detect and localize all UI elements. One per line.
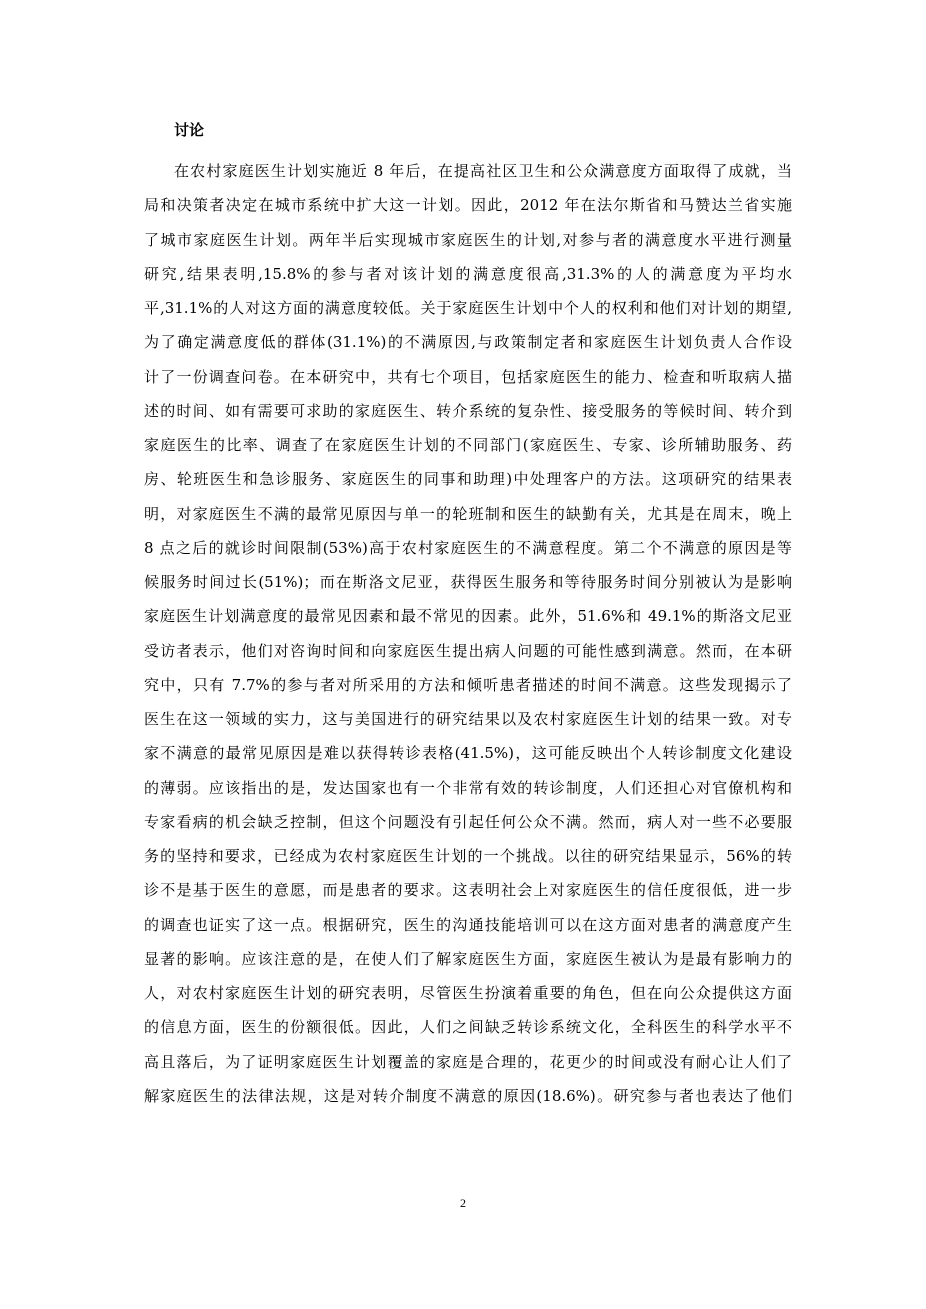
paragraph-line: 的薄弱。应该指出的是，发达国家也有一个非常有效的转诊制度，人们还担心对官僚机构和 (144, 778, 792, 797)
paragraph-line: 显著的影响。应该注意的是，在使人们了解家庭医生方面，家庭医生被认为是最有影响力的 (144, 949, 792, 968)
paragraph-line: 房、轮班医生和急诊服务、家庭医生的同事和助理)中处理客户的方法。这项研究的结果表 (144, 470, 792, 489)
paragraph-line: 医生在这一领域的实力，这与美国进行的研究结果以及农村家庭医生计划的结果一致。对专 (144, 710, 792, 728)
paragraph-line: 专家看病的机会缺乏控制，但这个问题没有引起任何公众不满。然而，病人对一些不必要服 (144, 812, 792, 831)
paragraph-line: 为了确定满意度低的群体(31.1%)的不满原因,与政策制定者和家庭医生计划负责人合作设 (144, 333, 792, 352)
paragraph-line: 候服务时间过长(51%)；而在斯洛文尼亚，获得医生服务和等待服务时间分别被认为是影响 (144, 573, 792, 591)
paragraph-line: 解家庭医生的法律法规，这是对转介制度不满意的原因(18.6%)。研究参与者也表达了他们 (144, 1086, 792, 1105)
paragraph-line: 平,31.1%的人对这方面的满意度较低。关于家庭医生计划中个人的权利和他们对计划的期望, (144, 299, 792, 317)
paragraph-line: 计了一份调查问卷。在本研究中，共有七个项目，包括家庭医生的能力、检查和听取病人描 (144, 367, 792, 386)
paragraph-line: 家不满意的最常见原因是难以获得转诊表格(41.5%)，这可能反映出个人转诊制度文化建设 (144, 744, 792, 763)
paragraph-line: 研究,结果表明,15.8%的参与者对该计划的满意度很高,31.3%的人的满意度为平均水 (144, 264, 792, 283)
paragraph-line: 人，对农村家庭医生计划的研究表明，尽管医生扮演着重要的角色，但在向公众提供这方面 (144, 984, 792, 1002)
paragraph-line: 述的时间、如有需要可求助的家庭医生、转介系统的复杂性、接受服务的等候时间、转介到 (144, 401, 792, 420)
page-number: 2 (460, 1196, 466, 1210)
paragraph-line: 家庭医生的比率、调查了在家庭医生计划的不同部门(家庭医生、专家、诊所辅助服务、药 (144, 436, 792, 454)
paragraph-line: 8 点之后的就诊时间限制(53%)高于农村家庭医生的不满意程度。第二个不满意的原因是等 (144, 538, 792, 557)
paragraph-line: 高且落后，为了证明家庭医生计划覆盖的家庭是合理的，花更少的时间或没有耐心让人们了 (144, 1052, 792, 1071)
paragraph-line: 家庭医生计划满意度的最常见因素和最不常见的因素。此外，51.6%和 49.1%的斯洛文尼亚 (144, 607, 792, 626)
paragraph-line: 务的坚持和要求，已经成为农村家庭医生计划的一个挑战。以往的研究结果显示，56%的转 (144, 847, 792, 865)
paragraph-line: 究中，只有 7.7%的参与者对所采用的方法和倾听患者描述的时间不满意。这些发现揭示了 (144, 675, 792, 694)
paragraph-line: 在农村家庭医生计划实施近 8 年后，在提高社区卫生和公众满意度方面取得了成就，当 (174, 162, 792, 180)
paragraph-line: 的信息方面，医生的份额很低。因此，人们之间缺乏转诊系统文化，全科医生的科学水平不 (144, 1018, 792, 1037)
body-paragraph (144, 154, 792, 1113)
section-heading: 讨论 (174, 121, 205, 139)
paragraph-line: 受访者表示，他们对咨询时间和向家庭医生提出病人问题的可能性感到满意。然而，在本研 (144, 641, 792, 660)
paragraph-line: 的调查也证实了这一点。根据研究，医生的沟通技能培训可以在这方面对患者的满意度产生 (144, 915, 792, 934)
paragraph-line: 局和决策者决定在城市系统中扩大这一计划。因此，2012 年在法尔斯省和马赞达兰省实施 (144, 196, 792, 215)
paragraph-line: 了城市家庭医生计划。两年半后实现城市家庭医生的计划,对参与者的满意度水平进行测量 (144, 230, 792, 249)
paragraph-line: 诊不是基于医生的意愿，而是患者的要求。这表明社会上对家庭医生的信任度很低，进一步 (144, 881, 792, 900)
paragraph-line: 明，对家庭医生不满的最常见原因与单一的轮班制和医生的缺勤有关，尤其是在周末，晚上 (144, 504, 792, 523)
